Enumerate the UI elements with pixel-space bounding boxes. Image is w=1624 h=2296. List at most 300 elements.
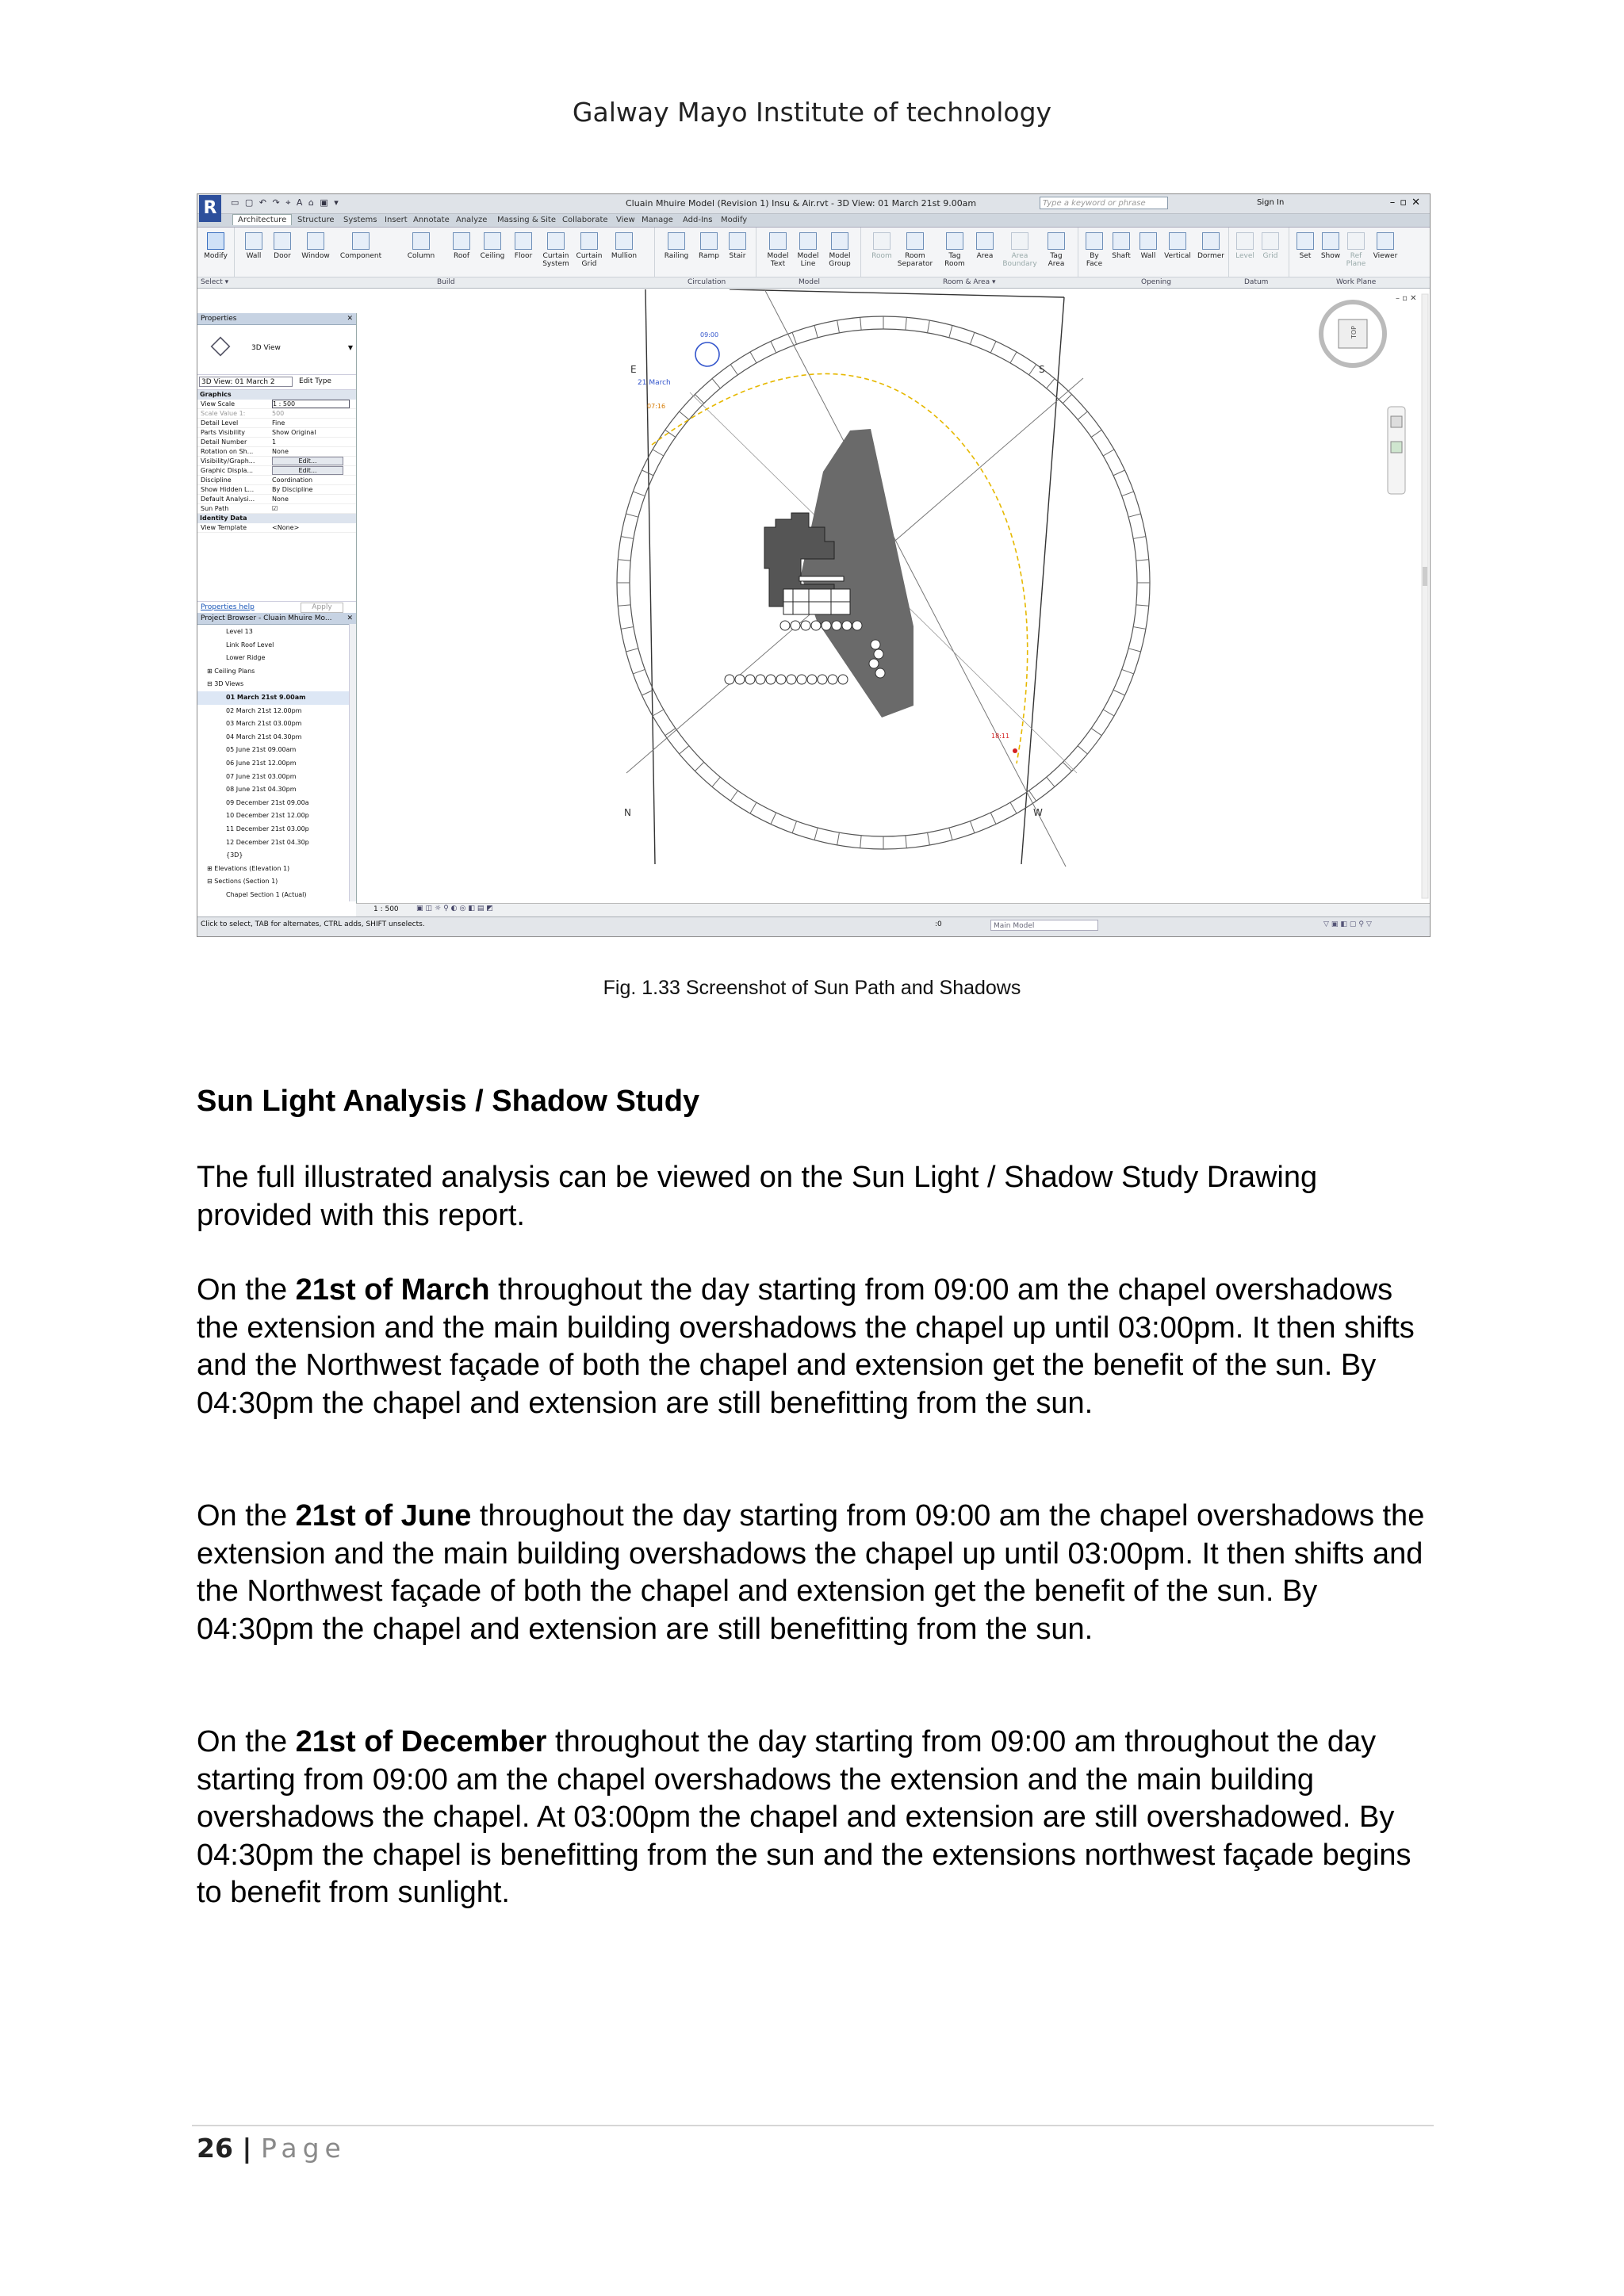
button-label: Ref Plane [1346, 252, 1366, 268]
compass-tick [1029, 790, 1036, 801]
area-button[interactable] [973, 232, 997, 260]
sign-in-link[interactable]: Sign In [1257, 198, 1285, 207]
compass-tick [730, 790, 737, 801]
button-label: Tag Room [944, 252, 965, 268]
compass-tick [680, 411, 689, 419]
wall-icon [245, 232, 262, 250]
ref-plane-button[interactable] [1344, 232, 1368, 268]
property-row[interactable] [197, 466, 356, 476]
by-face-icon [1086, 232, 1103, 250]
page-footer [197, 2133, 347, 2164]
model-selector[interactable]: Main Model [990, 920, 1098, 931]
compass-tick [949, 325, 952, 337]
set-icon [1297, 232, 1314, 250]
sun-path-checkbox[interactable]: ☑ [272, 505, 278, 512]
tag-area-icon [1048, 232, 1065, 250]
view-scale[interactable]: 1 : 500 [373, 905, 399, 913]
grid-button[interactable] [1258, 232, 1282, 260]
compass-tick [1078, 746, 1087, 754]
ceiling-icon [484, 232, 501, 250]
column-button[interactable] [405, 232, 437, 260]
property-value[interactable]: 1 [272, 438, 277, 446]
identity-data-section[interactable]: Identity Data [197, 514, 356, 523]
figure-caption: Fig. 1.33 Screenshot of Sun Path and Shadows [603, 977, 1021, 999]
property-row[interactable] [197, 495, 356, 504]
button-label: Model Line [797, 252, 819, 268]
property-key: Detail Level [201, 419, 239, 427]
graphics-section[interactable]: Graphics [197, 390, 356, 400]
property-key: Scale Value 1: [201, 410, 246, 417]
compass-tick [860, 836, 861, 848]
sun-position-icon[interactable] [695, 342, 719, 366]
group-build: Build [437, 278, 455, 286]
paragraph-body: throughout the day starting from 09:00 am the chapel overshadows the extension and the main building overshadows the chapel up until 03:00pm. It then shifts and the Northwest façade of both the chapel and extension get the benefit of the sun. By 04:30pm the chapel and extension are still benefitting from the sun. [197, 1273, 1415, 1420]
tag-room-button[interactable] [940, 232, 970, 268]
browser-item[interactable]: {3D} [226, 851, 243, 859]
compass-tick [653, 710, 664, 716]
revit-screenshot [197, 193, 1431, 937]
zoom-icon[interactable] [1391, 442, 1402, 453]
property-key: Show Hidden L... [201, 486, 255, 493]
apply-button[interactable]: Apply [301, 603, 343, 613]
compass-tick [792, 821, 796, 833]
curtain-grid-button[interactable] [573, 232, 605, 268]
browser-tree [197, 626, 350, 901]
level-button[interactable] [1233, 232, 1257, 260]
tab-architecture[interactable]: Architecture [232, 214, 292, 225]
compass-tick [1091, 430, 1101, 437]
property-key: Discipline [201, 476, 232, 484]
browser-item[interactable]: 08 June 21st 04.30pm [226, 786, 297, 794]
dormer-icon [1202, 232, 1220, 250]
compass-tick [1063, 394, 1071, 403]
button-label: Vertical [1164, 252, 1191, 260]
tree-symbol [852, 621, 862, 630]
browser-item[interactable]: ⊞ Elevations (Elevation 1) [207, 864, 290, 872]
drawing-viewport[interactable] [357, 289, 1430, 903]
paragraph-prefix: On the [197, 1499, 296, 1533]
close-icon[interactable]: ✕ [347, 315, 353, 323]
button-label: Area [976, 252, 994, 260]
type-name: 3D View [251, 344, 281, 352]
roof-icon [453, 232, 470, 250]
property-value[interactable]: None [272, 496, 289, 503]
footer-rule [192, 2125, 1434, 2126]
button-label: Floor [514, 252, 533, 260]
intro-paragraph: The full illustrated analysis can be viewed on the Sun Light / Shadow Study Drawing provided with this report. [197, 1161, 1318, 1232]
tree-symbol [766, 675, 776, 684]
tree-symbol [869, 659, 879, 668]
property-key: Graphic Displa... [201, 467, 254, 474]
search-input[interactable]: Type a keyword or phrase [1040, 197, 1168, 209]
property-row[interactable] [197, 428, 356, 438]
tab-view[interactable]: View [616, 216, 635, 224]
compass-tick [837, 832, 840, 845]
property-row[interactable] [197, 476, 356, 485]
room-icon [873, 232, 891, 250]
set-button[interactable] [1293, 232, 1317, 260]
property-row[interactable] [197, 523, 356, 533]
tree-symbol [801, 621, 810, 630]
browser-item[interactable]: 02 March 21st 12.00pm [226, 706, 302, 714]
tag-area-button[interactable] [1043, 232, 1070, 268]
button-label: Stair [729, 252, 746, 260]
ceiling-button[interactable] [477, 232, 508, 260]
viewcube-top-label: TOP [1350, 325, 1358, 339]
compass-tick [1047, 777, 1055, 786]
mullion-button[interactable] [607, 232, 642, 260]
modify-button[interactable] [201, 232, 231, 260]
project-browser [197, 613, 357, 908]
property-row[interactable] [197, 485, 356, 495]
curtain-system-button[interactable] [538, 232, 573, 268]
chevron-down-icon[interactable]: ▼ [347, 344, 353, 351]
tree-symbol [807, 675, 817, 684]
button-label: Tag Area [1048, 252, 1065, 268]
type-selector[interactable] [197, 325, 356, 375]
wall-button[interactable] [242, 232, 266, 260]
property-row[interactable] [197, 400, 356, 409]
properties-help-link[interactable]: Properties help [201, 603, 255, 611]
dormer-button[interactable] [1195, 232, 1227, 260]
viewport-window-controls[interactable]: – ▫ ✕ [1396, 294, 1417, 303]
component-button[interactable] [337, 232, 385, 260]
property-value[interactable]: Show Original [272, 429, 316, 436]
instance-selector-row [197, 375, 356, 390]
show-icon [1322, 232, 1339, 250]
sun-path-drawing [357, 289, 1430, 903]
march-date-bold: 21st of March [295, 1273, 490, 1307]
browser-item[interactable]: Link Roof Level [226, 641, 274, 649]
vertical-scrollbar[interactable] [1422, 294, 1428, 898]
compass-east-label: E [630, 364, 637, 375]
tree-symbol [811, 621, 821, 630]
browser-item[interactable]: 03 March 21st 03.00pm [226, 720, 302, 728]
shaft-button[interactable] [1109, 232, 1133, 260]
compass-tick [928, 832, 930, 845]
button-label: Column [407, 252, 435, 260]
page-separator: | [232, 2133, 261, 2164]
property-key: View Template [201, 524, 247, 531]
group-room-area[interactable]: Room & Area ▾ [943, 278, 996, 286]
cursor-arrow-icon [207, 232, 224, 250]
june-date-bold: 21st of June [295, 1499, 472, 1533]
paragraph-prefix: On the [197, 1725, 296, 1758]
tree-symbol [838, 675, 848, 684]
property-row[interactable] [197, 419, 356, 428]
graphic-display-edit-button[interactable]: Edit... [272, 466, 343, 475]
property-row[interactable] [197, 438, 356, 447]
window-button[interactable] [299, 232, 332, 260]
browser-item[interactable]: 06 June 21st 12.00pm [226, 759, 297, 767]
compass-tick [1128, 649, 1140, 652]
button-label: Modify [204, 252, 228, 260]
tree-symbol [776, 675, 786, 684]
tree-symbol [832, 621, 841, 630]
compass-south-label: S [1039, 364, 1045, 375]
browser-item[interactable]: ⊟ 3D Views [207, 680, 244, 688]
vertical-button[interactable] [1162, 232, 1193, 260]
group-select[interactable]: Select ▾ [201, 278, 229, 286]
compass-tick [1010, 802, 1017, 813]
group-model: Model [799, 278, 821, 286]
compass-tick [970, 821, 974, 833]
property-value[interactable]: 1 : 500 [272, 400, 350, 408]
button-label: By Face [1086, 252, 1103, 268]
model-line-button[interactable] [794, 232, 822, 268]
tab-insert[interactable]: Insert [385, 216, 408, 224]
compass-tick [1047, 379, 1055, 388]
compass-tick [730, 365, 737, 375]
group-datum: Datum [1244, 278, 1269, 286]
property-row[interactable] [197, 457, 356, 466]
tree-symbol [842, 621, 852, 630]
tree-symbol [875, 668, 885, 678]
door-button[interactable] [270, 232, 294, 260]
tree-symbol [780, 621, 790, 630]
button-label: Area Boundary [1002, 252, 1037, 268]
ribbon-tabs [197, 214, 1430, 228]
tree-symbol [822, 621, 831, 630]
browser-item[interactable]: ⊞ Ceiling Plans [207, 667, 255, 675]
tree-symbol [828, 675, 837, 684]
button-label: Ceiling [480, 252, 505, 260]
floor-button[interactable] [511, 232, 535, 260]
browser-item[interactable]: 04 March 21st 04.30pm [226, 733, 302, 740]
button-label: Set [1299, 252, 1312, 260]
march-paragraph [197, 1272, 1434, 1422]
title-bar [197, 194, 1430, 218]
visibility-edit-button[interactable]: Edit... [272, 457, 343, 465]
browser-item[interactable]: 10 December 21st 12.00p [226, 812, 309, 820]
wall-opening-button[interactable] [1136, 232, 1160, 260]
browser-item[interactable]: Level 13 [226, 628, 253, 635]
button-label: Grid [1262, 252, 1278, 260]
model-text-button[interactable] [764, 232, 792, 268]
tree-symbol [745, 675, 755, 684]
compass-tick [1133, 537, 1146, 539]
section-heading: Sun Light Analysis / Shadow Study [197, 1085, 700, 1118]
window-controls[interactable]: –▫✕ [1389, 197, 1425, 209]
railing-icon [668, 232, 685, 250]
tab-massing-site[interactable]: Massing & Site [497, 216, 556, 224]
roof-button[interactable] [450, 232, 473, 260]
window-title: Cluain Mhuire Model (Revision 1) Insu & Air.rvt - 3D View: 01 March 21st 9.00am [626, 198, 977, 209]
model-line-icon [799, 232, 817, 250]
compass-tick [771, 341, 776, 353]
group-work-plane: Work Plane [1336, 278, 1377, 286]
compass-tick [1103, 450, 1114, 456]
status-bar [197, 916, 1430, 936]
room-separator-icon [906, 232, 924, 250]
vertical-icon [1169, 232, 1186, 250]
close-icon[interactable]: ✕ [347, 614, 353, 622]
model-group-icon [831, 232, 848, 250]
compass-tick [680, 746, 689, 754]
property-value[interactable]: None [272, 448, 289, 455]
button-label: Shaft [1112, 252, 1131, 260]
compass-tick [621, 537, 634, 539]
project-browser-header [197, 613, 356, 625]
view-control-icons[interactable]: ▣◫☼⚲◐◎◧▤◩ [416, 905, 496, 913]
tab-structure[interactable]: Structure [297, 216, 335, 224]
button-label: Show [1320, 252, 1341, 260]
ramp-button[interactable] [695, 232, 722, 260]
crop-boundary-line [730, 289, 1064, 297]
property-key: View Scale [201, 400, 236, 408]
compass-tick [990, 341, 996, 353]
sunrise-time-label: 07:16 [647, 403, 666, 410]
browser-item[interactable]: 12 December 21st 04.30p [226, 838, 309, 846]
compass-tick [928, 320, 930, 333]
tree-symbol [756, 675, 765, 684]
compass-tick [1091, 729, 1101, 736]
property-key: Detail Number [201, 438, 247, 446]
ribbon-group-labels [197, 277, 1430, 288]
button-label: Window [301, 252, 330, 260]
browser-item[interactable]: Lower Ridge [226, 654, 266, 662]
property-key: Rotation on Sh... [201, 448, 254, 455]
property-key: Visibility/Graph... [201, 457, 255, 465]
quick-access-toolbar[interactable]: ▭ ▢ ↶ ↷ ⌖ A ⌂ ▣ ▾ [231, 197, 340, 208]
building-shadow [801, 429, 914, 718]
scrollbar-thumb[interactable] [1423, 567, 1427, 586]
property-row[interactable] [197, 504, 356, 514]
browser-item[interactable]: 01 March 21st 9.00am [197, 691, 350, 705]
compass-tick [642, 470, 653, 476]
compass-tick [750, 802, 756, 813]
compass-tick [1122, 492, 1134, 496]
compass-tick [750, 352, 756, 363]
compass-tick [1113, 690, 1125, 695]
tab-modify[interactable]: Modify [721, 216, 748, 224]
tab-annotate[interactable]: Annotate [413, 216, 450, 224]
property-value[interactable]: Fine [272, 419, 285, 427]
browser-scrollbar[interactable] [349, 624, 356, 901]
ribbon-panel [197, 228, 1430, 289]
area-icon [976, 232, 994, 250]
property-value: 500 [272, 410, 285, 417]
compass-tick [712, 379, 720, 388]
tab-analyze[interactable]: Analyze [456, 216, 488, 224]
browser-item[interactable]: 11 December 21st 03.00p [226, 825, 309, 832]
compass-north-label: N [624, 807, 631, 818]
stair-button[interactable] [726, 232, 749, 260]
tab-manage[interactable]: Manage [642, 216, 673, 224]
selection-filter-icons[interactable]: ▽▣◧▢⚲▽ [1323, 920, 1374, 928]
property-key: Parts Visibility [201, 429, 246, 436]
tab-collaborate[interactable]: Collaborate [562, 216, 608, 224]
button-label: Viewer [1373, 252, 1398, 260]
viewer-icon [1377, 232, 1394, 250]
browser-item[interactable]: ⊟ Sections (Section 1) [207, 878, 278, 886]
compass-tick [618, 605, 630, 606]
room-separator-button[interactable] [894, 232, 936, 268]
building-wing [799, 576, 844, 581]
button-label: Component [339, 252, 382, 260]
compass-tick [633, 492, 645, 496]
button-label: Room [871, 252, 892, 260]
properties-header [197, 313, 356, 325]
door-icon [274, 232, 291, 250]
room-button[interactable] [870, 232, 894, 260]
grid-icon [1262, 232, 1279, 250]
button-label: Curtain Grid [576, 252, 603, 268]
view-instance-dropdown[interactable]: 3D View: 01 March 2 [199, 377, 293, 387]
button-label: Wall [1140, 252, 1156, 260]
property-value[interactable]: By Discipline [272, 486, 313, 493]
browser-item[interactable]: 05 June 21st 09.00am [226, 746, 297, 754]
property-row[interactable] [197, 447, 356, 457]
compass-tick [1010, 352, 1017, 363]
page-label: Page [260, 2133, 347, 2164]
tree-symbol [818, 675, 827, 684]
by-face-button[interactable] [1082, 232, 1106, 268]
area-boundary-button[interactable] [1000, 232, 1040, 268]
button-label: Mullion [611, 252, 638, 260]
december-paragraph [197, 1724, 1434, 1912]
paragraph-prefix: On the [197, 1273, 296, 1307]
property-value[interactable]: <None> [272, 524, 300, 531]
button-label: Curtain System [542, 252, 569, 268]
property-value[interactable]: Coordination [272, 476, 313, 484]
compass-tick [1113, 470, 1125, 476]
area-boundary-icon [1011, 232, 1028, 250]
property-row[interactable] [197, 409, 356, 419]
tree-symbol [874, 649, 883, 659]
compass-tick [1136, 560, 1149, 561]
steering-wheel-icon[interactable] [1391, 416, 1402, 427]
viewer-button[interactable] [1369, 232, 1401, 260]
current-time-label: 09:00 [700, 331, 719, 339]
status-zero-count: :0 [935, 920, 942, 928]
compass-tick [814, 325, 818, 337]
tree-symbol [871, 640, 880, 649]
browser-item[interactable]: 09 December 21st 09.00a [226, 798, 309, 806]
compass-tick [990, 813, 996, 825]
tag-room-icon [946, 232, 963, 250]
railing-button[interactable] [661, 232, 692, 260]
compass-tick [626, 649, 638, 652]
project-browser-title: Project Browser - Cluain Mhuire Mo... [201, 614, 332, 622]
compass-tick [695, 762, 703, 771]
level-icon [1236, 232, 1254, 250]
tree-symbol [725, 675, 734, 684]
status-message: Click to select, TAB for alternates, CTRL adds, SHIFT unselects. [201, 920, 425, 928]
compass-tick [1103, 710, 1114, 716]
browser-item[interactable]: Chapel Section 1 (Actual) [226, 890, 307, 898]
compass-tick [1136, 605, 1149, 606]
tab-systems[interactable]: Systems [343, 216, 377, 224]
paragraph-body: throughout the day starting from 09:00 am the chapel overshadows the extension and the main building overshadows the chapel up until 03:00pm. It then shifts and the Northwest façade of both the chapel and extension get the benefit of the sun. By 04:30pm the chapel and extension are still benefitting from the sun. [197, 1499, 1425, 1646]
tab-add-ins[interactable]: Add-Ins [683, 216, 713, 224]
button-label: Railing [664, 252, 689, 260]
compass-tick [771, 813, 776, 825]
compass-tick [653, 450, 664, 456]
compass-tick [792, 332, 796, 344]
model-group-button[interactable] [824, 232, 856, 268]
revit-logo-icon[interactable]: R [199, 195, 221, 222]
show-button[interactable] [1319, 232, 1342, 260]
edit-type-button[interactable]: Edit Type [299, 377, 331, 385]
compass-tick [712, 777, 720, 786]
3d-view-icon [211, 337, 231, 357]
tree-symbol [797, 675, 806, 684]
group-opening: Opening [1141, 278, 1171, 286]
button-label: Roof [453, 252, 470, 260]
column-icon [412, 232, 430, 250]
browser-item[interactable]: 07 June 21st 03.00pm [226, 772, 297, 780]
